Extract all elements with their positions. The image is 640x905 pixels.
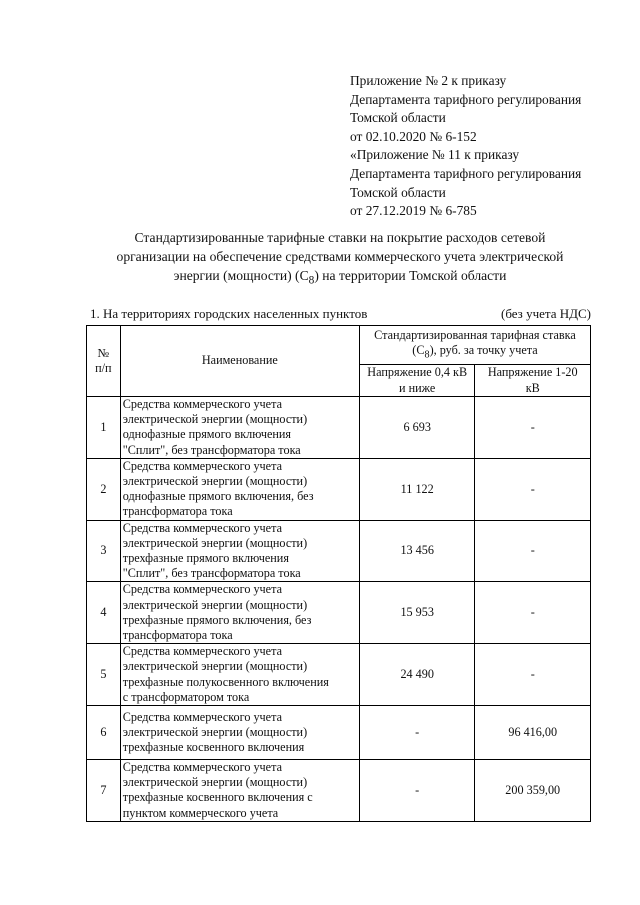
- row-name: Средства коммерческого учета электрической энергии (мощности) трехфазные прямого включения, без трансформатора тока: [120, 582, 359, 644]
- title-line: организации на обеспечение средствами коммерческого учета электрической: [116, 249, 564, 264]
- rate-low-voltage: 24 490: [359, 644, 475, 706]
- appendix-line: от 02.10.2020 № 6-152: [350, 128, 477, 144]
- rate-high-voltage: -: [475, 644, 591, 706]
- header-voltage-low: Напряжение 0,4 кВ и ниже: [359, 365, 475, 397]
- rate-low-voltage: -: [359, 706, 475, 760]
- table-row: [87, 520, 591, 582]
- row-name: Средства коммерческого учета электрической энергии (мощности) трехфазные косвенного включения: [120, 706, 359, 760]
- rate-high-voltage: -: [475, 397, 591, 459]
- table-row: [87, 582, 591, 644]
- row-number: 6: [87, 706, 121, 760]
- appendix-line: Приложение № 2 к приказу: [350, 73, 507, 88]
- rate-low-voltage: 13 456: [359, 520, 475, 582]
- rate-high-voltage: -: [475, 458, 591, 520]
- rate-high-voltage: -: [475, 520, 591, 582]
- section-label: 1. На территориях городских населенных пунктов: [90, 306, 368, 321]
- table-row: [87, 644, 591, 706]
- rate-low-voltage: 6 693: [359, 397, 475, 459]
- row-number: 1: [87, 397, 121, 459]
- appendix-line: Департамента тарифного регулирования: [350, 165, 582, 181]
- tariff-table: [86, 325, 591, 822]
- table-row: [87, 397, 591, 459]
- appendix-line: Томской области: [350, 184, 446, 200]
- table-row: [87, 458, 591, 520]
- title-text: ) на территории Томской области: [314, 268, 507, 283]
- row-number: 2: [87, 458, 121, 520]
- rate-low-voltage: 15 953: [359, 582, 475, 644]
- appendix-header: [350, 72, 581, 221]
- appendix-line: Томской области: [350, 110, 446, 126]
- title-text: энергии (мощности) (С: [173, 268, 309, 283]
- table-row: [87, 706, 591, 760]
- row-number: 7: [87, 760, 121, 822]
- rate-high-voltage: 200 359,00: [475, 760, 591, 822]
- appendix-line: «Приложение № 11 к приказу: [350, 147, 520, 163]
- row-name: Средства коммерческого учета электрической энергии (мощности) трехфазные косвенного включения с пунктом коммерческого учета: [120, 760, 359, 822]
- table-row: [87, 760, 591, 822]
- title-line: Стандартизированные тарифные ставки на покрытие расходов сетевой: [134, 230, 546, 245]
- header-rate-group: Стандартизированная тарифная ставка $(С_8)$, руб. за точку учета: [359, 326, 590, 365]
- row-name: Средства коммерческого учета электрической энергии (мощности) трехфазные полукосвенного включения с трансформатором тока: [120, 644, 359, 706]
- header-number: № п/п: [87, 326, 121, 397]
- rate-low-voltage: -: [359, 760, 475, 822]
- rate-high-voltage: -: [475, 582, 591, 644]
- header-name: Наименование: [120, 326, 359, 397]
- row-name: Средства коммерческого учета электрической энергии (мощности) однофазные прямого включения, без трансформатора тока: [120, 458, 359, 520]
- title-line: [90, 266, 590, 291]
- appendix-line: Департамента тарифного регулирования: [350, 91, 582, 107]
- rate-low-voltage: 11 122: [359, 458, 475, 520]
- title-subscript: 8: [308, 274, 315, 287]
- vat-note: (без учета НДС): [500, 306, 591, 321]
- row-name: Средства коммерческого учета электрической энергии (мощности) трехфазные прямого включения "Сплит", без трансформатора тока: [120, 520, 359, 582]
- row-name: Средства коммерческого учета электрической энергии (мощности) однофазные прямого включения "Сплит", без трансформатора тока: [120, 397, 359, 459]
- document-title: [90, 228, 590, 291]
- row-number: 3: [87, 520, 121, 582]
- rate-high-voltage: 96 416,00: [475, 706, 591, 760]
- row-number: 5: [87, 644, 121, 706]
- appendix-line: от 27.12.2019 № 6-785: [350, 203, 477, 219]
- row-number: 4: [87, 582, 121, 644]
- header-voltage-high: Напряжение 1-20 кВ: [475, 365, 591, 397]
